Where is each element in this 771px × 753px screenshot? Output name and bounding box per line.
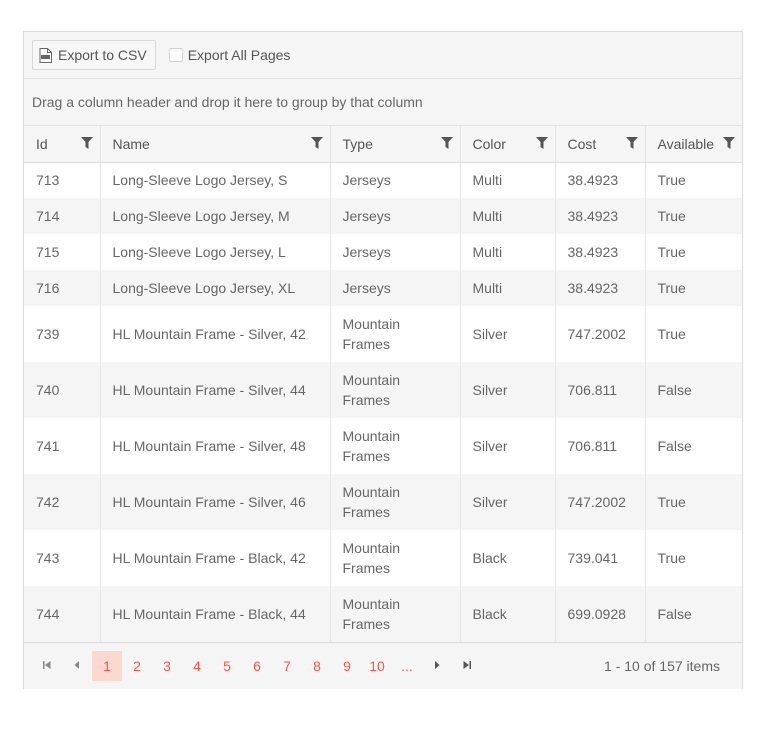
next-page-button[interactable] [422,651,452,681]
column-header-name[interactable] [100,126,330,162]
first-page-icon [42,657,52,675]
cell-cost: 739.041 [555,530,645,586]
cell-color: Silver [460,418,555,474]
cell-available: False [645,586,742,642]
page-3-button[interactable]: 3 [163,658,171,674]
cell-color: Silver [460,474,555,530]
cell-color: Black [460,530,555,586]
column-header-label: Id [36,135,48,152]
export-all-pages-checkbox[interactable] [169,48,183,62]
column-header-label: Color [472,135,506,152]
cell-id: 713 [24,162,100,198]
export-all-pages-label: Export All Pages [187,47,291,63]
cell-cost: 747.2002 [555,474,645,530]
cell-color: Multi [460,162,555,198]
column-header-type[interactable] [330,126,460,162]
pager [24,642,742,689]
cell-color: Black [460,586,555,642]
table-row[interactable] [24,474,742,530]
cell-cost: 747.2002 [555,306,645,362]
table-row[interactable] [24,270,742,306]
filter-icon[interactable] [311,137,323,149]
table-row[interactable] [24,198,742,234]
page-9-button[interactable]: 9 [343,658,351,674]
cell-available: True [657,326,686,342]
cell-id: 740 [24,362,100,418]
group-panel-hint: Drag a column header and drop it here to group by that column [32,94,423,110]
last-page-icon [462,657,472,675]
cell-type: Jerseys [330,270,460,306]
page-8-button[interactable]: 8 [313,658,321,674]
last-page-button[interactable] [452,651,482,681]
cell-id: 716 [24,270,100,306]
export-csv-label: Export to CSV [58,47,147,63]
cell-type: Jerseys [330,162,460,198]
prev-page-icon [72,657,82,675]
cell-cost: 38.4923 [555,198,645,234]
cell-type: Mountain Frames [330,362,460,418]
column-header-cost[interactable] [555,126,645,162]
cell-id: 741 [24,418,100,474]
cell-name: HL Mountain Frame - Silver, 42 [100,306,330,362]
cell-cost: 706.811 [555,418,645,474]
cell-id: 714 [24,198,100,234]
cell-color: Silver [460,362,555,418]
prev-page-button[interactable] [62,651,92,681]
cell-id: 744 [24,586,100,642]
cell-type: Mountain Frames [330,586,460,642]
cell-name: Long-Sleeve Logo Jersey, M [100,198,330,234]
grid-table [24,126,742,642]
cell-type: Mountain Frames [330,530,460,586]
cell-id: 743 [24,530,100,586]
table-row[interactable] [24,234,742,270]
cell-available: True [657,550,686,566]
page-1-button[interactable]: 1 [92,651,122,681]
csv-file-icon [39,48,52,63]
filter-icon[interactable] [81,137,93,149]
table-row[interactable] [24,306,742,362]
cell-id: 739 [24,306,100,362]
cell-id: 715 [24,234,100,270]
table-row[interactable] [24,362,742,418]
filter-icon[interactable] [723,137,735,149]
pager-info: 1 - 10 of 157 items [604,658,720,674]
column-header-label: Name [112,135,150,152]
export-all-pages-option[interactable] [169,47,291,63]
column-header-label: Cost [567,135,597,152]
header-row [24,126,742,162]
page-numbers [92,651,422,681]
page-4-button[interactable]: 4 [193,658,201,674]
cell-cost: 699.0928 [555,586,645,642]
cell-type: Mountain Frames [330,418,460,474]
cell-available: True [657,172,686,189]
more-pages-button[interactable]: ... [401,658,413,674]
cell-id: 742 [24,474,100,530]
cell-color: Multi [460,198,555,234]
column-header-available[interactable] [645,126,742,162]
column-header-label: Type [342,135,373,152]
data-grid [23,31,743,689]
cell-color: Multi [460,234,555,270]
page-7-button[interactable]: 7 [283,658,291,674]
cell-name: HL Mountain Frame - Silver, 44 [100,362,330,418]
cell-name: Long-Sleeve Logo Jersey, L [100,234,330,270]
filter-icon[interactable] [441,137,453,149]
page-5-button[interactable]: 5 [223,658,231,674]
cell-name: HL Mountain Frame - Black, 44 [100,586,330,642]
cell-name: HL Mountain Frame - Black, 42 [100,530,330,586]
cell-cost: 38.4923 [555,234,645,270]
table-row[interactable] [24,586,742,642]
group-drop-panel[interactable] [24,79,742,126]
cell-color: Multi [460,270,555,306]
table-row[interactable] [24,418,742,474]
column-header-label: Available [657,135,715,152]
cell-available: False [645,362,742,418]
export-csv-button[interactable] [32,40,156,70]
cell-name: HL Mountain Frame - Silver, 46 [100,474,330,530]
cell-name: Long-Sleeve Logo Jersey, XL [100,270,330,306]
column-header-color[interactable] [460,126,555,162]
cell-available: True [645,270,742,306]
page-6-button[interactable]: 6 [253,658,261,674]
cell-name: Long-Sleeve Logo Jersey, S [100,162,330,198]
first-page-button[interactable] [32,651,62,681]
cell-type: Jerseys [330,198,460,234]
cell-type: Mountain Frames [330,306,460,362]
page-10-button[interactable]: 10 [369,658,385,674]
cell-available: True [645,198,742,234]
filter-icon[interactable] [536,137,548,149]
grid-toolbar [24,32,742,79]
cell-available: True [645,474,742,530]
cell-type: Mountain Frames [330,474,460,530]
page-2-button[interactable]: 2 [133,658,141,674]
cell-cost: 706.811 [555,362,645,418]
next-page-icon [432,657,442,675]
filter-icon[interactable] [626,137,638,149]
table-row[interactable] [24,162,742,198]
cell-cost: 38.4923 [555,162,645,198]
column-header-id[interactable] [24,126,100,162]
cell-available: True [657,244,686,260]
cell-available: False [657,438,692,454]
cell-color: Silver [460,306,555,362]
cell-cost: 38.4923 [555,270,645,306]
table-row[interactable] [24,530,742,586]
cell-type: Jerseys [330,234,460,270]
cell-name: HL Mountain Frame - Silver, 48 [100,418,330,474]
